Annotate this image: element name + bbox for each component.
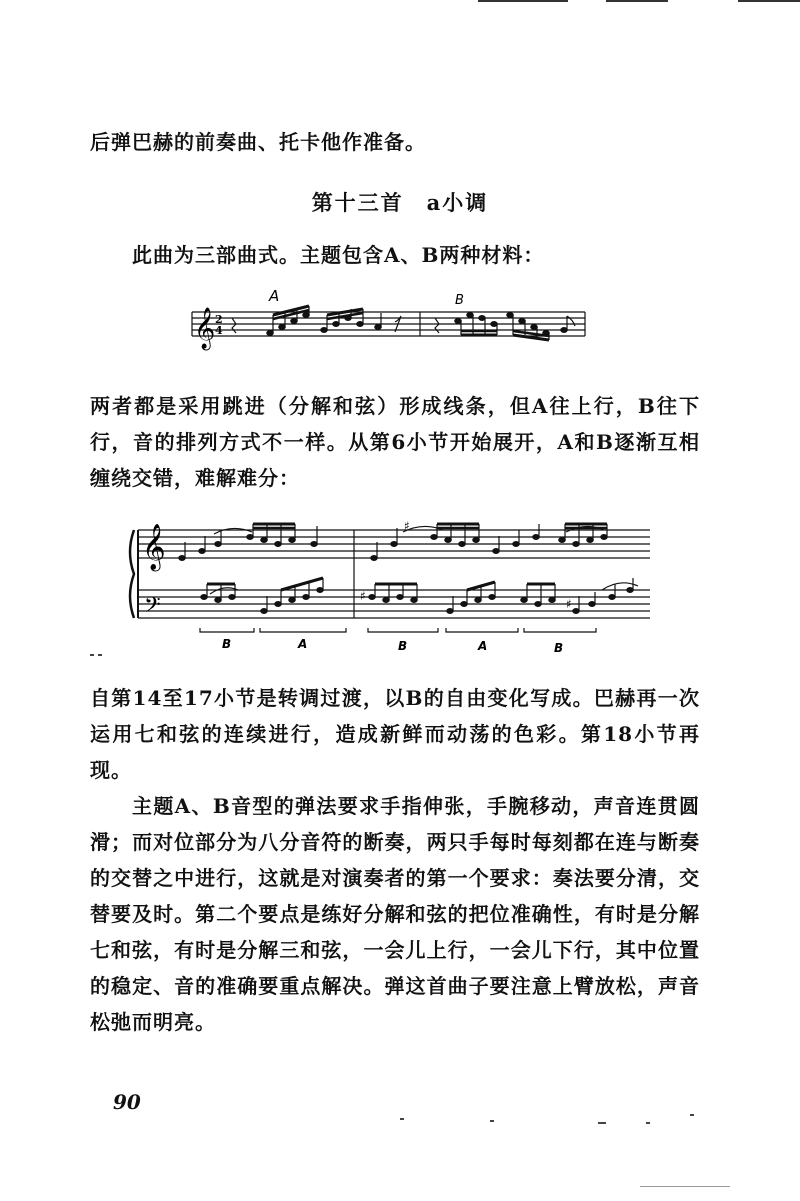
music-example-theme [190, 288, 590, 363]
technique-paragraph: 主题A、B音型的弹法要求手指伸张，手腕移动，声音连贯圆滑；而对位部分为八分音符的断奏，两只手每时每刻都在连与断奏的交替之中进行，这就是对演奏者的第一个要求：奏法要分清，交替要及时。第二个要点是练好分解和弦的把位准确性，有时是分解七和弦，有时是分解三和弦，一会儿上行，一会儿下行，其中位置的稳定、音的准确要重点解决。弹这首曲子要注意上臂放松，声音松弛而明亮。 [90, 794, 700, 1034]
text-line-top: 后弹巴赫的前奏曲、托卡他作准备。 [90, 130, 426, 154]
treble-clef-icon: 𝄞 [194, 308, 216, 349]
print-speck [640, 1186, 730, 1187]
sharp-icon: ♯ [404, 519, 410, 533]
analysis-paragraph: 两者都是采用跳进（分解和弦）形成线条，但A往上行，B往下行，音的排列方式不一样。从第6小节开始展开，A和B逐渐互相缠绕交错，难解难分： [90, 394, 700, 490]
bass-clef-icon: 𝄢 [144, 593, 161, 623]
bracket-label-b: B [222, 637, 232, 651]
theme-label-b: B [455, 293, 464, 308]
bracket-label-a: A [298, 637, 308, 651]
theme-label-a: A [269, 287, 280, 305]
music-example-development [118, 512, 658, 657]
bracket-label-b: B [398, 639, 408, 653]
print-speck [490, 1120, 494, 1122]
svg-text:4: 4 [215, 324, 223, 337]
bracket-label-a: A [478, 639, 488, 653]
print-speck [690, 1114, 694, 1116]
print-speck [90, 654, 94, 656]
top-edge-line [738, 0, 800, 2]
sharp-icon: ♯ [566, 597, 572, 611]
treble-clef-icon: 𝄞 [142, 524, 166, 570]
sharp-icon: ♯ [360, 589, 366, 603]
print-speck [598, 1122, 606, 1124]
top-edge-line [478, 0, 568, 2]
top-edge-line [606, 0, 668, 2]
print-speck [646, 1122, 650, 1124]
bracket-label-b: B [554, 641, 564, 655]
print-speck [400, 1118, 404, 1120]
print-speck [98, 654, 102, 656]
section-title: 第十三首 a小调 [311, 190, 489, 215]
page-number: 90 [113, 1090, 141, 1114]
intro-paragraph: 此曲为三部曲式。主题包含A、B两种材料： [132, 243, 545, 267]
svg-text:2: 2 [215, 313, 223, 326]
transition-paragraph: 自第14至17小节是转调过渡，以B的自由变化写成。巴赫再一次运用七和弦的连续进行，造成新鲜而动荡的色彩。第18小节再现。 [90, 686, 700, 782]
